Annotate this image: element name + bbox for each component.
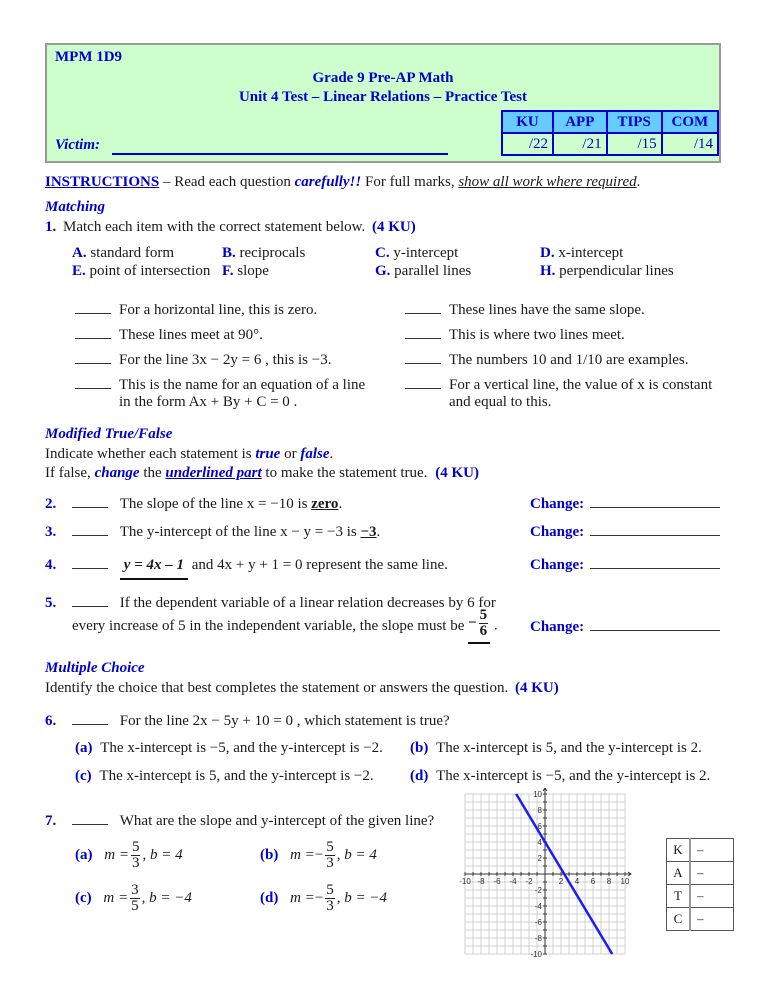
answer-blank[interactable] <box>75 376 111 389</box>
question-number: 6. <box>45 713 57 729</box>
change-field <box>530 495 720 513</box>
svg-text:-10: -10 <box>530 950 542 959</box>
minus-sign: − <box>468 614 477 631</box>
underlined-part: zero <box>311 496 339 512</box>
match-option-e <box>72 263 210 280</box>
statement-text: This is where two lines meet. <box>449 327 625 343</box>
question-text: The slope of the line x = −10 is <box>119 496 312 512</box>
category-label: T <box>667 885 691 908</box>
match-statement <box>405 326 625 344</box>
score-tips[interactable]: /15 <box>607 133 662 155</box>
underlined-part <box>468 608 490 644</box>
statement-text: The numbers 10 and 1/10 are examples. <box>449 352 689 368</box>
svg-text:2: 2 <box>558 877 564 886</box>
question-text: For the line 2x − 5y + 10 = 0 , which statement is true? <box>119 713 450 729</box>
change-input[interactable] <box>590 523 720 536</box>
change-label: Change: <box>530 524 585 540</box>
option-letter: E. <box>72 263 86 279</box>
q7-option-c[interactable]: (c) m = $\frac{3}{5}$ , b = −4 <box>75 882 192 914</box>
text: the <box>139 465 166 481</box>
question-number: 1. <box>45 219 57 235</box>
fraction <box>325 840 335 871</box>
course-code: MPM 1D9 <box>55 49 123 65</box>
svg-text:-4: -4 <box>509 877 517 886</box>
option-text: parallel lines <box>394 263 472 279</box>
false-word: false <box>300 446 330 462</box>
score-head-tips: TIPS <box>607 111 662 133</box>
match-option-h <box>540 263 674 280</box>
intercept-value: b = 4 <box>149 847 183 863</box>
q6-option-d[interactable] <box>410 768 710 785</box>
option-letter: H. <box>540 263 556 279</box>
statement-continuation: in the form Ax + By + C = 0 . <box>119 394 298 410</box>
name-field[interactable] <box>112 153 448 155</box>
score-table <box>501 110 719 156</box>
question-text: The y-intercept of the line x − y = −3 is <box>119 524 361 540</box>
statement-continuation: and equal to this. <box>449 394 552 410</box>
instructions-text: Identify the choice that best completes the statement or answers the question. <box>45 680 509 696</box>
match-option-d <box>540 245 623 262</box>
answer-blank[interactable] <box>72 556 108 569</box>
svg-text:-10: -10 <box>459 877 471 886</box>
graph-axes <box>465 788 631 954</box>
question-5-line-2 <box>72 608 498 644</box>
name-label: Victim: <box>55 137 100 153</box>
fraction <box>479 608 489 639</box>
option-text: The x-intercept is −5, and the y-intercept is −2. <box>100 740 383 756</box>
change-input[interactable] <box>590 495 720 508</box>
option-text: x-intercept <box>558 245 624 261</box>
slope-label: m = <box>104 847 129 863</box>
svg-text:-6: -6 <box>493 877 501 886</box>
statement-text: These lines have the same slope. <box>449 302 645 318</box>
option-label: (d) <box>410 768 429 784</box>
fraction <box>325 883 335 914</box>
true-false-heading: Modified True/False <box>45 426 173 442</box>
marks-badge: (4 KU) <box>435 465 479 481</box>
option-text: point of intersection <box>89 263 211 279</box>
true-false-instructions-2 <box>45 465 479 482</box>
statement-text: For the line 3x − 2y = 6 , this is −3. <box>119 352 332 368</box>
category-mark[interactable]: – <box>690 885 734 908</box>
q7-option-b[interactable]: (b) m =− $\frac{5}{3}$ , b = 4 <box>260 839 377 871</box>
svg-text:-2: -2 <box>534 886 542 895</box>
option-text: perpendicular lines <box>559 263 674 279</box>
match-statement <box>405 376 712 394</box>
instructions-emphasis: carefully!! <box>294 174 362 190</box>
question-text: every increase of 5 in the independent variable, the slope must be <box>72 617 465 634</box>
option-text: The x-intercept is 5, and the y-intercept is 2. <box>436 740 702 756</box>
match-option-f <box>222 263 269 280</box>
option-letter: G. <box>375 263 391 279</box>
question-4 <box>45 556 448 580</box>
match-option-a <box>72 245 174 262</box>
true-false-instructions-1 <box>45 446 333 463</box>
q6-option-c[interactable] <box>75 768 374 785</box>
svg-text:4: 4 <box>574 877 580 886</box>
underlined-part: −3 <box>360 524 377 540</box>
multiple-choice-heading: Multiple Choice <box>45 660 145 676</box>
match-statement <box>75 326 263 344</box>
score-com[interactable]: /14 <box>662 133 718 155</box>
svg-text:6: 6 <box>537 822 542 831</box>
category-label: C <box>667 908 691 931</box>
option-letter: F. <box>222 263 234 279</box>
question-number: 5. <box>45 595 57 611</box>
score-head-app: APP <box>553 111 607 133</box>
instructions-label: INSTRUCTIONS <box>45 174 160 190</box>
svg-text:6: 6 <box>590 877 596 886</box>
option-label: (b) <box>410 740 429 756</box>
numerator: 5 <box>479 607 488 623</box>
option-text: reciprocals <box>239 245 306 261</box>
true-word: true <box>255 446 281 462</box>
question-text: What are the slope and y-intercept of the given line? <box>119 813 435 829</box>
answer-blank[interactable] <box>75 301 111 314</box>
match-option-b <box>222 245 305 262</box>
instructions-underlined: show all work where required <box>458 174 637 190</box>
minus-sign: − <box>314 847 324 863</box>
answer-blank[interactable] <box>72 594 108 607</box>
question-number: 2. <box>45 496 57 512</box>
denominator: 3 <box>131 855 140 871</box>
question-text: . <box>338 496 343 512</box>
match-statement <box>75 351 331 369</box>
category-mark[interactable]: – <box>690 862 734 885</box>
intercept-value: b = −4 <box>149 890 192 906</box>
option-text: slope <box>237 263 269 279</box>
option-text: standard form <box>90 245 175 261</box>
score-head-com: COM <box>662 111 718 133</box>
match-option-c <box>375 245 458 262</box>
option-label: (c) <box>75 768 92 784</box>
denominator: 3 <box>326 898 334 914</box>
change-label: Change: <box>530 619 585 635</box>
question-3 <box>45 523 380 541</box>
test-header <box>45 43 721 163</box>
fraction <box>130 883 140 914</box>
category-label: K <box>667 839 691 862</box>
svg-text:10: 10 <box>533 790 542 799</box>
change-label: Change: <box>530 557 585 573</box>
statement-text: This is the name for an equation of a line <box>119 377 366 393</box>
option-label: (a) <box>75 740 93 756</box>
answer-blank[interactable] <box>72 812 108 825</box>
q7-option-a[interactable]: (a) m = $\frac{5}{3}$ , b = 4 <box>75 839 183 871</box>
line-graph <box>448 788 638 994</box>
option-letter: A. <box>72 245 87 261</box>
question-text: and 4x + y + 1 = 0 represent the same line. <box>187 557 448 573</box>
match-statement <box>75 301 317 319</box>
question-6 <box>45 712 450 730</box>
option-letter: B. <box>222 245 236 261</box>
svg-text:-6: -6 <box>534 918 542 927</box>
category-mark[interactable]: – <box>690 908 734 931</box>
q7-option-d[interactable]: (d) m =− $\frac{5}{3}$ , b = −4 <box>260 882 388 914</box>
instructions-text: – Read each question <box>159 174 295 190</box>
svg-text:8: 8 <box>606 877 612 886</box>
minus-sign: − <box>314 890 324 906</box>
denominator: 3 <box>326 855 334 871</box>
change-field <box>530 523 720 541</box>
svg-text:10: 10 <box>620 877 630 886</box>
match-statement <box>405 351 689 369</box>
q6-option-a[interactable] <box>75 740 383 757</box>
svg-text:8: 8 <box>537 806 542 815</box>
svg-text:-8: -8 <box>477 877 485 886</box>
answer-blank[interactable] <box>75 326 111 339</box>
change-field <box>530 556 720 574</box>
question-prompt: Match each item with the correct statement below. <box>63 219 366 235</box>
change-word: change <box>94 465 140 481</box>
denominator: 5 <box>131 898 139 914</box>
statement-text: For a horizontal line, this is zero. <box>119 302 318 318</box>
answer-blank[interactable] <box>405 376 441 389</box>
text: . <box>329 446 334 462</box>
answer-blank[interactable] <box>405 301 441 314</box>
text: or <box>280 446 301 462</box>
answer-blank[interactable] <box>72 523 108 536</box>
answer-blank[interactable] <box>72 712 108 725</box>
option-letter: D. <box>540 245 555 261</box>
option-label: (c) <box>75 890 92 906</box>
option-label: (b) <box>260 847 279 863</box>
question-1 <box>45 219 416 236</box>
category-marks-table <box>666 838 734 931</box>
question-number: 7. <box>45 813 57 829</box>
change-label: Change: <box>530 496 585 512</box>
score-head-ku: KU <box>502 111 553 133</box>
match-option-g <box>375 263 471 280</box>
marks-badge: (4 KU) <box>372 219 416 235</box>
q6-option-b[interactable] <box>410 740 702 757</box>
option-text: y-intercept <box>393 245 459 261</box>
instructions-end: . <box>636 174 641 190</box>
slope-label: m = <box>290 847 315 863</box>
change-input[interactable] <box>590 556 720 569</box>
numerator: 5 <box>326 882 334 898</box>
question-number: 4. <box>45 557 57 573</box>
svg-text:2: 2 <box>537 854 542 863</box>
test-subtitle: Unit 4 Test – Linear Relations – Practice Test <box>238 89 528 105</box>
match-statement <box>405 301 645 319</box>
numerator: 5 <box>131 839 140 855</box>
question-text: . <box>490 617 498 634</box>
svg-text:-8: -8 <box>534 934 542 943</box>
statement-text: For a vertical line, the value of x is constant <box>449 377 713 393</box>
matching-heading: Matching <box>45 199 106 215</box>
match-statement <box>75 376 365 394</box>
marks-badge: (4 KU) <box>514 680 559 696</box>
text: Indicate whether each statement is <box>45 446 256 462</box>
underlined-part: y = 4x – 1 <box>120 557 188 580</box>
option-text: The x-intercept is −5, and the y-intercept is 2. <box>436 768 711 784</box>
text: If false, <box>45 465 95 481</box>
category-label: A <box>667 862 691 885</box>
option-text: The x-intercept is 5, and the y-intercept is −2. <box>99 768 374 784</box>
option-label: (a) <box>75 847 93 863</box>
option-label: (d) <box>260 890 279 906</box>
change-field <box>530 618 720 636</box>
score-ku[interactable]: /22 <box>502 133 553 155</box>
question-text: . <box>376 524 381 540</box>
multiple-choice-instructions <box>45 680 559 697</box>
option-letter: C. <box>375 245 390 261</box>
question-7 <box>45 812 434 830</box>
svg-text:-4: -4 <box>534 902 542 911</box>
intercept-value: b = −4 <box>344 890 388 906</box>
numerator: 5 <box>326 839 334 855</box>
slope-label: m = <box>103 890 129 906</box>
category-mark[interactable]: – <box>690 839 734 862</box>
svg-text:-2: -2 <box>525 877 533 886</box>
fraction <box>131 840 141 871</box>
svg-text:4: 4 <box>537 838 542 847</box>
intercept-value: b = 4 <box>344 847 377 863</box>
denominator: 6 <box>479 623 488 639</box>
question-number: 3. <box>45 524 57 540</box>
statement-text: These lines meet at 90°. <box>119 327 263 343</box>
answer-blank[interactable] <box>72 495 108 508</box>
text: to make the statement true. <box>261 465 428 481</box>
underlined-part-word: underlined part <box>165 465 262 481</box>
slope-label: m = <box>290 890 315 906</box>
score-app[interactable]: /21 <box>553 133 607 155</box>
question-2 <box>45 495 342 513</box>
answer-blank[interactable] <box>405 326 441 339</box>
instructions-text-2: For full marks, <box>361 174 459 190</box>
change-input[interactable] <box>590 618 720 631</box>
test-title: Grade 9 Pre-AP Math <box>312 70 454 86</box>
question-text: If the dependent variable of a linear relation decreases by 6 for <box>119 595 496 611</box>
instructions <box>45 174 640 191</box>
answer-blank[interactable] <box>405 351 441 364</box>
answer-blank[interactable] <box>75 351 111 364</box>
numerator: 3 <box>131 882 139 898</box>
